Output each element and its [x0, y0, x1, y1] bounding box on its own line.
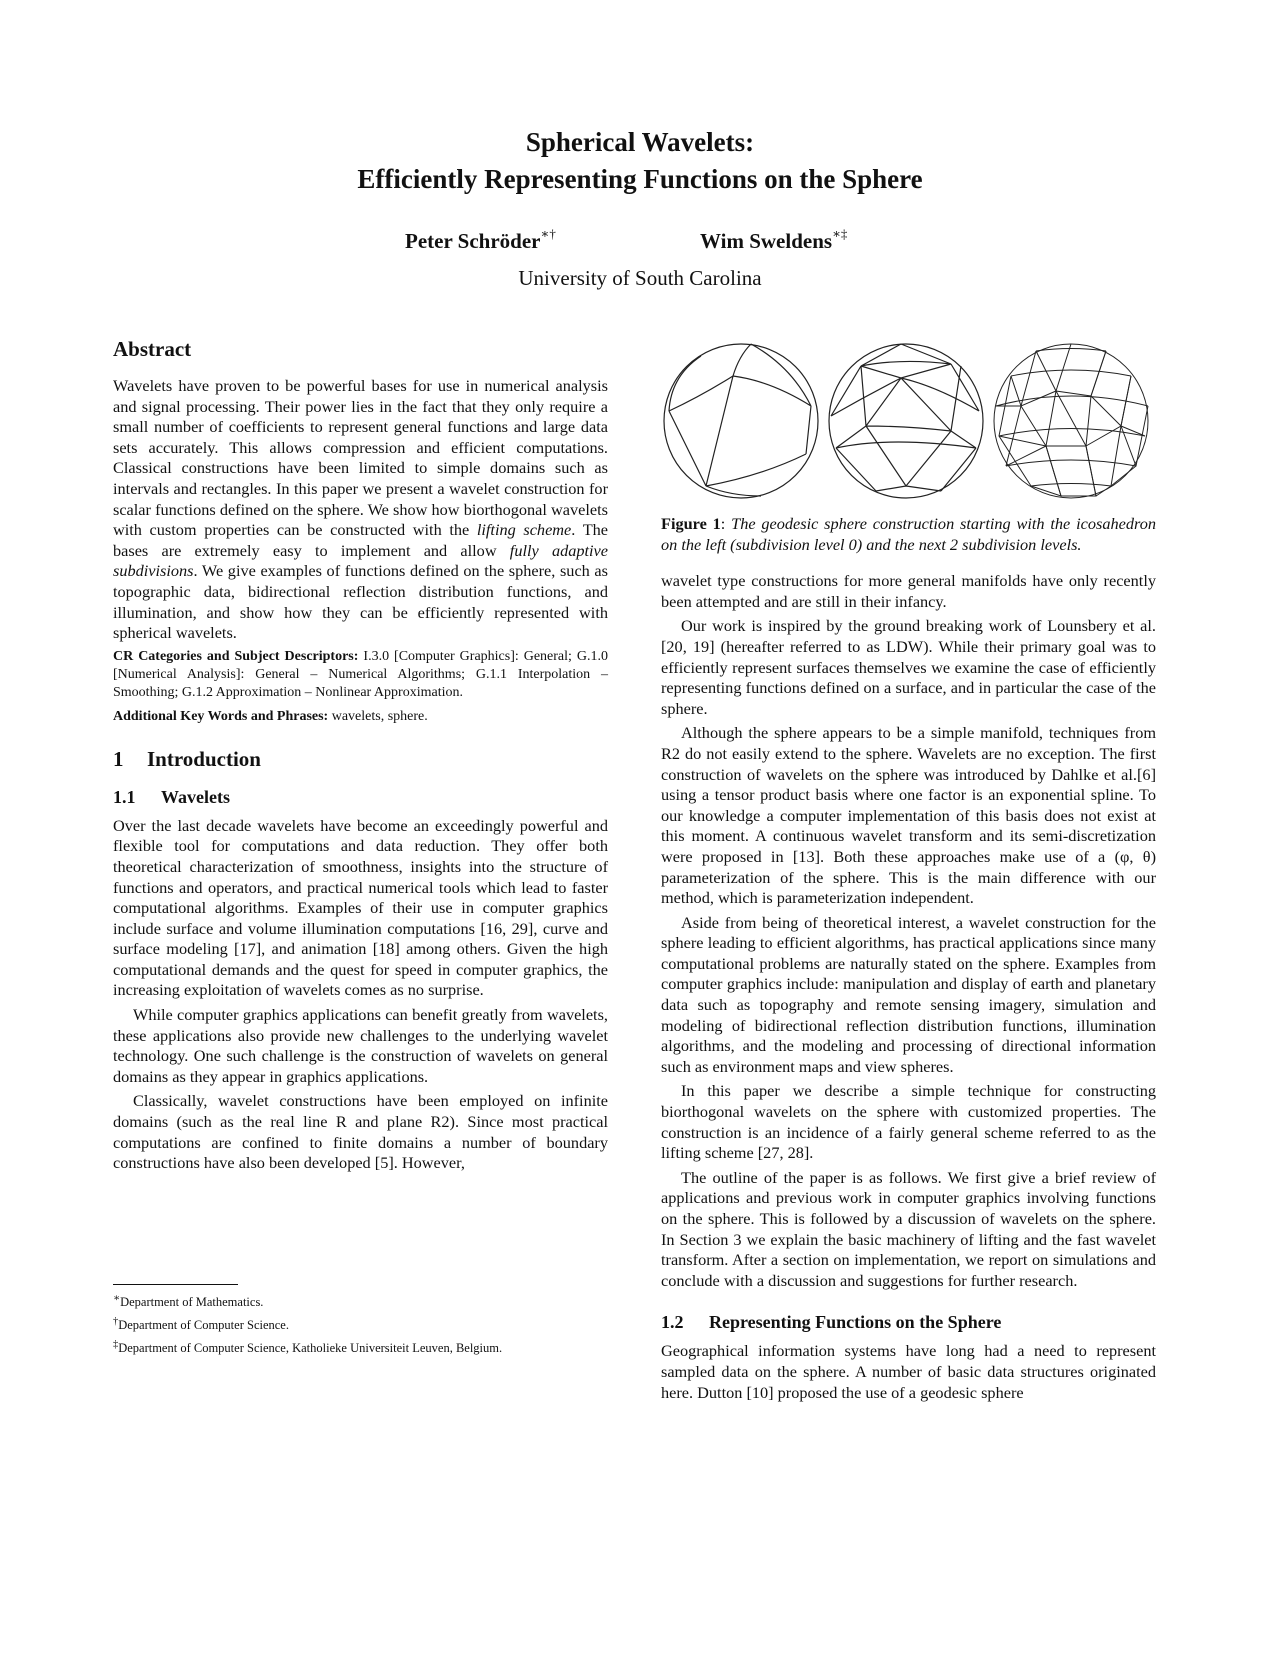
footnote-1: ∗Department of Mathematics. [113, 1293, 264, 1310]
author-1-marks: ∗† [540, 226, 556, 241]
section-1-heading: 1 Introduction [113, 746, 261, 771]
author-2-marks: ∗‡ [832, 226, 848, 241]
section-1-1-heading: 1.1 Wavelets [113, 786, 230, 807]
intro-paragraph-2: While computer graphics applications can benefit greatly from wavelets, these applications also provide new challenges to the underlying wavelet technology. One such challenge is the construction of wavelets on general domains as they appear in graphics applications. [113, 1005, 608, 1086]
keywords-label: Additional Key Words and Phrases: [113, 708, 329, 724]
right-paragraph-4: Aside from being of theoretical interest, a wavelet construction for the sphere leading to efficient algorithms, has practical applications since many computational problems are naturally stated on the sphere. Examples from computer graphics include: manipulation and display of earth and planetary data such as topography and remote sensing imagery, simulation and modeling of bidirectional reflection distribution functions, illumination algorithms, and the modeling and processing of directional information such as environment maps and view spheres. [661, 912, 1156, 1076]
right-paragraph-3: Although the sphere appears to be a simple manifold, techniques from R2 do not easily extend to the sphere. Wavelets are no exception. The first construction of wavelets on the sphere was introduced by Dahlke et al.[6] using a tensor product basis where one factor is an exponential spline. To our knowledge a computer implementation of this basis does not exist at this moment. A continuous wavelet transform and its semi-discretization were proposed in [13]. Both these approaches make use of a (φ, θ) parameterization of the sphere. This is the main difference with our method, which is parameterization independent. [661, 723, 1156, 908]
section-1-2-heading: 1.2 Representing Functions on the Sphere [661, 1312, 1002, 1333]
right-final-paragraph: Geographical information systems have long had a need to represent sampled data on the sphere. A number of basic data structures originated here. Dutton [10] proposed the use of a geodesic sphere [661, 1341, 1156, 1402]
abstract-heading: Abstract [113, 337, 192, 361]
intro-paragraph-1: Over the last decade wavelets have become an exceedingly powerful and flexible tool for computations and data reduction. They offer both theoretical characterization of smoothness, insights into the structure of functions and operators, and practical numerical tools which lead to faster computational algorithms. Examples of their use in computer graphics include surface and volume illumination computations [16, 29], curve and surface modeling [17], and animation [18] among others. Given the high computational demands and the quest for speed in computer graphics, the increasing exploitation of wavelets comes as no surprise. [113, 815, 608, 1000]
right-paragraph-6: The outline of the paper is as follows. We first give a brief review of applications and previous work in computer graphics involving functions on the sphere. This is followed by a discussion of wavelets on the sphere. In Section 3 we explain the basic machinery of lifting and the fast wavelet transform. After a section on implementation, we report on simulations and conclude with a discussion and suggestions for further research. [661, 1167, 1156, 1290]
author-2-name: Wim Sweldens [700, 229, 833, 253]
footnote-3: ‡Department of Computer Science, Katholieke Universiteit Leuven, Belgium. [113, 1339, 503, 1356]
sphere-level-0 [664, 344, 818, 498]
author-1 [405, 228, 556, 254]
keywords-text: wavelets, sphere. [331, 708, 428, 724]
cr-categories [113, 648, 608, 702]
author-list [0, 228, 1280, 258]
left-column [113, 336, 608, 1174]
author-2 [700, 228, 847, 254]
right-paragraph-2: Our work is inspired by the ground breaking work of Lounsbery et al.[20, 19] (hereafter referred to as LDW). While their primary goal was to efficiently represent surfaces themselves we examine the case of efficiently representing functions defined on a surface, and in particular the case of the sphere. [661, 616, 1156, 718]
right-paragraph-5: In this paper we describe a simple technique for constructing biorthogonal wavelets on the sphere with customized properties. The construction is an incidence of a fairly general scheme referred to as the lifting scheme [27, 28]. [661, 1081, 1156, 1163]
paper-title [0, 124, 1280, 198]
keywords [113, 708, 608, 726]
title-line-2: Efficiently Representing Functions on the Sphere [357, 164, 923, 194]
author-1-name: Peter Schröder [405, 229, 541, 253]
footnotes [113, 1284, 608, 1358]
intro-paragraph-3: Classically, wavelet constructions have been employed on infinite domains (such as the real line R and plane R2). Since most practical computations are confined to finite domains a number of boundary constructions have also been developed [5]. However, [113, 1091, 608, 1173]
abstract-text: Wavelets have proven to be powerful bases for use in numerical analysis and signal processing. Their power lies in the fact that they only require a small number of coefficients to represent general functions and large data sets accurately. This allows compression and efficient computations. Classical constructions have been limited to simple domains such as intervals and rectangles. In this paper we present a wavelet construction for scalar functions defined on the sphere. We show how biorthogonal wavelets with custom properties can be constructed with the lifting scheme. The bases are extremely easy to implement and allow fully adaptive subdivisions. We give examples of functions defined on the sphere, such as topographic data, bidirectional reflection distribution functions, and illumination, and show how they can be efficiently represented with spherical wavelets. [113, 376, 609, 643]
right-column [661, 336, 1156, 1403]
title-line-1: Spherical Wavelets: [525, 127, 755, 157]
footnote-2: †Department of Computer Science. [113, 1316, 289, 1333]
figure-1 [661, 336, 1156, 506]
sphere-level-1 [829, 344, 983, 498]
geodesic-spheres-image [661, 336, 1156, 506]
cr-text: I.3.0 [Computer Graphics]: General; G.1.0 [Numerical Analysis]: General – Numerical Algorithms; G.1.1 Interpolation – Smoothing; G.1.2 Approximation – Nonlinear Approximation. [113, 648, 609, 700]
right-paragraph-1: wavelet type constructions for more general manifolds have only recently been attempted and are still in their infancy. [661, 571, 1156, 611]
figure-label: Figure 1 [661, 514, 721, 533]
cr-label: CR Categories and Subject Descriptors: [113, 648, 359, 664]
sphere-level-2 [994, 344, 1148, 498]
affiliation: University of South Carolina [518, 266, 762, 290]
figure-caption-text: The geodesic sphere construction starting with the icosahedron on the left (subdivision level 0) and the next 2 subdivision levels. [661, 514, 1156, 554]
footnote-rule [113, 1284, 238, 1285]
figure-1-caption: Figure 1: The geodesic sphere construction starting with the icosahedron on the left (subdivision level 0) and the next 2 subdivision levels. [661, 514, 1156, 554]
